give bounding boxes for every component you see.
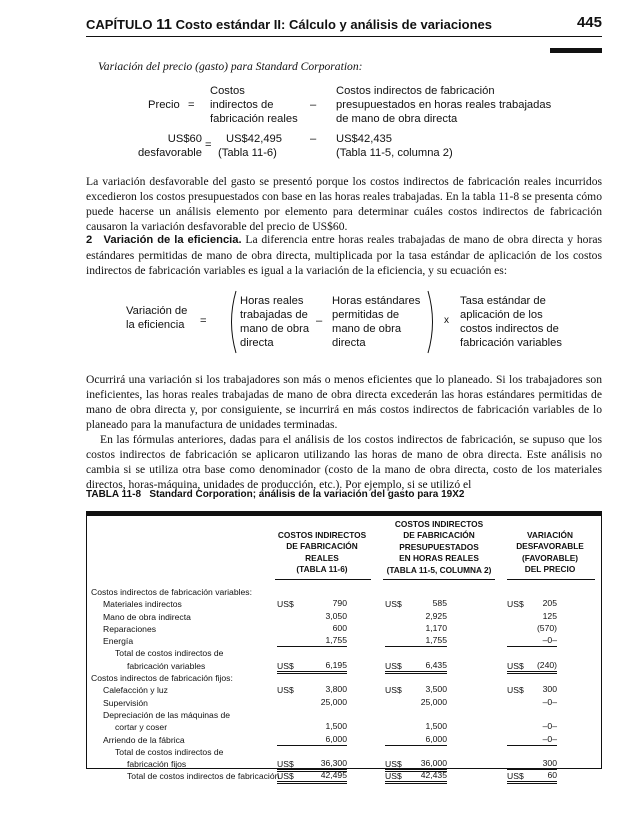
col-header-line: (FAVORABLE) <box>521 552 579 563</box>
eff-term1-line: directa <box>240 337 274 349</box>
header-underline-variance <box>507 579 595 580</box>
eq-result-label: desfavorable <box>137 147 202 159</box>
row-label: cortar y coser <box>115 722 168 733</box>
row-value-col3: –0– <box>542 721 557 732</box>
eq-term1-line: fabricación reales <box>210 113 298 125</box>
eff-lhs-line: Variación de <box>126 305 188 317</box>
row-label: Mano de obra indirecta <box>103 611 191 622</box>
row-value-col1: 1,755 <box>277 635 347 647</box>
row-value-col3: (570) <box>536 622 557 633</box>
eff-term2-line: directa <box>332 337 366 349</box>
row-value-col3: –0– <box>507 635 557 647</box>
row-value-col3: 60 <box>507 770 557 784</box>
row-value-col1: 6,000 <box>277 734 347 746</box>
row-value-col1: 25,000 <box>320 696 347 707</box>
row-value-col2: 6,000 <box>385 734 447 746</box>
row-value-col1: 1,500 <box>325 721 347 732</box>
eff-term2 <box>332 294 420 350</box>
currency-symbol: US$ <box>385 599 402 610</box>
table-row <box>87 635 601 647</box>
row-value-col2: 42,435 <box>385 770 447 784</box>
eq-result-term1 <box>218 132 282 160</box>
col-header-line: DE FABRICACIÓN <box>403 530 475 541</box>
eq-result-term2 <box>336 132 453 160</box>
currency-symbol: US$ <box>385 660 402 671</box>
row-value-col1: 36,300 <box>277 758 347 772</box>
efficiency-variance-equation <box>0 290 638 370</box>
paragraph-price-variance: La variación desfavorable del gasto se presentó porque los costos indirectos de fabricación reales incurridos excedieron los costos presupuestados con base en las horas reales trabajadas. En la tabla 11-8 se presenta cómo puede hacerse un análisis elemento por elemento para determinar cuáles costos indirectos de fabricación causaron la variación desfavorable del precio de US$60. <box>86 175 602 233</box>
eq-term2 <box>336 84 551 126</box>
col-header-line: (TABLA 11-5, COLUMNA 2) <box>386 564 492 575</box>
col-header-variance <box>501 530 599 576</box>
col-header-line: DEL PRECIO <box>524 564 576 575</box>
currency-symbol: US$ <box>507 599 524 610</box>
row-label: Total de costos indirectos de fabricación <box>127 771 280 782</box>
eff-lhs-line: la eficiencia <box>126 319 185 331</box>
eq-result-term1-line: (Tabla 11-6) <box>218 147 277 159</box>
eq-result-amount: US$60 <box>167 133 202 145</box>
eff-minus: – <box>316 315 323 327</box>
row-value-col3: 300 <box>507 758 557 770</box>
col-header-line: COSTOS INDIRECTOS <box>277 530 367 540</box>
eq-result-term2-line: US$42,435 <box>336 133 392 145</box>
variance-table <box>86 511 602 782</box>
table-row <box>87 684 601 696</box>
section-heading: Variación de la eficiencia. <box>103 234 242 246</box>
row-value-col3: –0– <box>507 734 557 746</box>
currency-symbol: US$ <box>385 771 402 782</box>
row-label: Depreciación de las máquinas de <box>103 709 231 720</box>
row-value-col2: 585 <box>432 598 447 609</box>
currency-symbol: US$ <box>507 685 524 696</box>
header-rule <box>86 36 602 37</box>
row-label: Energía <box>103 636 134 647</box>
currency-symbol: US$ <box>277 759 294 770</box>
eff-term1-line: mano de obra <box>240 323 310 335</box>
table-row <box>87 647 601 659</box>
currency-symbol: US$ <box>385 759 402 770</box>
table-row <box>87 746 601 758</box>
table-row <box>87 697 601 709</box>
row-value-col1: 3,050 <box>325 610 347 621</box>
row-label: Calefacción y luz <box>103 685 168 696</box>
col-header-line: VARIACIÓN <box>527 530 573 540</box>
row-label: Supervisión <box>103 697 148 708</box>
eq-result-lhs <box>118 132 202 160</box>
header-underline-actual <box>275 579 371 580</box>
table-caption <box>86 489 464 500</box>
eff-times: x <box>444 315 449 326</box>
col-header-line: DE FABRICACIÓN <box>286 541 358 552</box>
row-label: Total de costos indirectos de <box>115 648 224 659</box>
currency-symbol: US$ <box>277 771 294 782</box>
col-header-line: (TABLA 11-6) <box>296 564 348 575</box>
col-header-line: PRESUPUESTADOS <box>399 541 479 552</box>
row-label: Arriendo de la fábrica <box>103 734 185 745</box>
eq-term2-line: presupuestados en horas reales trabajadas <box>336 99 552 111</box>
table-row <box>87 611 601 623</box>
row-value-col3: –0– <box>542 696 557 707</box>
currency-symbol: US$ <box>277 685 294 696</box>
currency-symbol: US$ <box>507 660 524 671</box>
table-row <box>87 709 601 721</box>
row-label: Total de costos indirectos de <box>115 746 224 757</box>
row-value-col2: 1,170 <box>425 622 447 633</box>
currency-symbol: US$ <box>277 599 294 610</box>
page-header <box>86 14 602 36</box>
row-label: Materiales indirectos <box>103 599 182 610</box>
table-row <box>87 672 601 684</box>
header-bar <box>550 48 602 53</box>
price-variance-intro: Variación del precio (gasto) para Standard Corporation: <box>98 60 363 73</box>
eff-term1-line: Horas reales <box>240 295 304 307</box>
eq-lhs-price: Precio <box>148 99 180 111</box>
eq-term2-line: de mano de obra directa <box>336 113 458 125</box>
paragraph-efficiency: Ocurrirá una variación si los trabajadores son más o menos eficientes que lo planeado. Si los trabajadores son ineficientes, las horas reales trabajadas de mano de obra directa excederán las horas estándares permitidas de mano de obra directa y, por consiguiente, se incurrirá en más costos indirectos de fabricación variables de lo planeado para la manufactura de unidades terminadas. <box>86 373 602 431</box>
section-number: 2 <box>86 234 93 246</box>
chapter-heading <box>86 16 492 33</box>
currency-symbol: US$ <box>507 771 524 782</box>
eff-term3-line: Tasa estándar de <box>460 295 546 307</box>
left-paren <box>226 290 238 354</box>
col-header-budgeted <box>379 519 499 576</box>
row-value-col2: 1,500 <box>425 721 447 732</box>
row-value-col2: 6,435 <box>385 660 447 674</box>
eq-result-equals: = <box>205 139 212 151</box>
table-row <box>87 758 601 770</box>
col-header-line: DESFAVORABLE <box>516 541 584 552</box>
row-value-col3: 205 <box>542 598 557 609</box>
table-row <box>87 721 601 733</box>
row-value-col2: 25,000 <box>420 696 447 707</box>
row-value-col1: 6,195 <box>277 660 347 674</box>
eff-lhs <box>126 304 187 332</box>
table-row <box>87 660 601 672</box>
row-value-col1: 790 <box>332 598 347 609</box>
chapter-label: CAPÍTULO <box>86 17 153 32</box>
paragraph-formulas: En las fórmulas anteriores, dadas para el análisis de los costos indirectos de fabricación, se supuso que los costos indirectos de fabricación se aplicaron utilizando las horas de mano de obra directa. Este análisis no cambia si se utiliza otra base como denominador (costo de la mano de obra directa, costo de los materiales directos, horas-máquina, unidades de producción, etc.). Por ejemplo, si se utilizó el <box>86 433 602 491</box>
eq-term1 <box>210 84 298 126</box>
eq-term1-line: indirectos de <box>210 99 274 111</box>
table-caption-label: TABLA 11-8 <box>86 489 142 500</box>
col-header-line: REALES <box>305 552 339 563</box>
eff-equals: = <box>200 315 207 327</box>
row-value-col2: 2,925 <box>425 610 447 621</box>
eff-term3-line: aplicación de los <box>460 309 543 321</box>
chapter-number: 11 <box>156 16 172 33</box>
row-label: fabricación fijos <box>127 759 187 770</box>
currency-symbol: US$ <box>277 660 294 671</box>
col-header-line: COSTOS INDIRECTOS <box>394 519 484 529</box>
row-label: Costos indirectos de fabricación fijos: <box>91 673 233 684</box>
section-efficiency-variance <box>86 232 602 278</box>
section-text: La diferencia entre horas reales trabajadas de mano de obra directa y horas estándares permitidas de mano de obra directa, multiplicada por la tasa estándar de aplicación de los costos indirectos de fabricación variables es igual a la variación de la eficiencia, y su ecuación es: <box>86 233 602 277</box>
row-label: Costos indirectos de fabricación variables: <box>91 587 252 597</box>
eff-term3-line: costos indirectos de <box>460 323 559 335</box>
chapter-title: Costo estándar II: Cálculo y análisis de variaciones <box>175 17 493 32</box>
eq-result-minus: – <box>310 133 317 145</box>
table-body <box>87 586 601 783</box>
table-row <box>87 598 601 610</box>
row-value-col3: (240) <box>507 660 557 674</box>
table-row <box>87 623 601 635</box>
header-underline-budgeted <box>383 579 495 580</box>
eff-term3-line: fabricación variables <box>460 337 562 349</box>
currency-symbol: US$ <box>385 685 402 696</box>
table-top-bar <box>87 512 601 516</box>
table-caption-text: Standard Corporation; análisis de la variación del gasto para 19X2 <box>149 489 465 500</box>
row-value-col3: 125 <box>542 610 557 621</box>
row-label: fabricación variables <box>127 660 206 671</box>
right-paren <box>426 290 438 354</box>
eq-term2-line: Costos indirectos de fabricación <box>336 85 495 97</box>
row-value-col3: 300 <box>542 684 557 695</box>
table-row <box>87 586 601 598</box>
price-variance-equation <box>0 82 638 162</box>
eq-minus: – <box>310 99 317 111</box>
col-header-actual <box>267 530 377 576</box>
row-value-col1: 600 <box>332 622 347 633</box>
eff-term2-line: permitidas de <box>332 309 400 321</box>
eq-term1-line: Costos <box>210 85 245 97</box>
row-value-col1: 42,495 <box>277 770 347 784</box>
row-value-col2: 36,000 <box>385 758 447 772</box>
eff-term1-line: trabajadas de <box>240 309 308 321</box>
col-header-line: EN HORAS REALES <box>399 553 479 564</box>
eff-term3 <box>460 294 562 350</box>
eq-result-term1-line: US$42,495 <box>226 133 282 145</box>
eff-term1 <box>240 294 309 350</box>
row-value-col1: 3,800 <box>325 684 347 695</box>
eq-equals: = <box>188 99 195 111</box>
eff-term2-line: mano de obra <box>332 323 402 335</box>
page-number: 445 <box>576 14 602 31</box>
eff-term2-line: Horas estándares <box>332 295 421 307</box>
row-value-col2: 1,755 <box>385 635 447 647</box>
table-row <box>87 734 601 746</box>
row-value-col2: 3,500 <box>425 684 447 695</box>
eq-result-term2-line: (Tabla 11-5, columna 2) <box>336 147 453 159</box>
row-label: Reparaciones <box>103 623 157 634</box>
table-row <box>87 770 601 782</box>
